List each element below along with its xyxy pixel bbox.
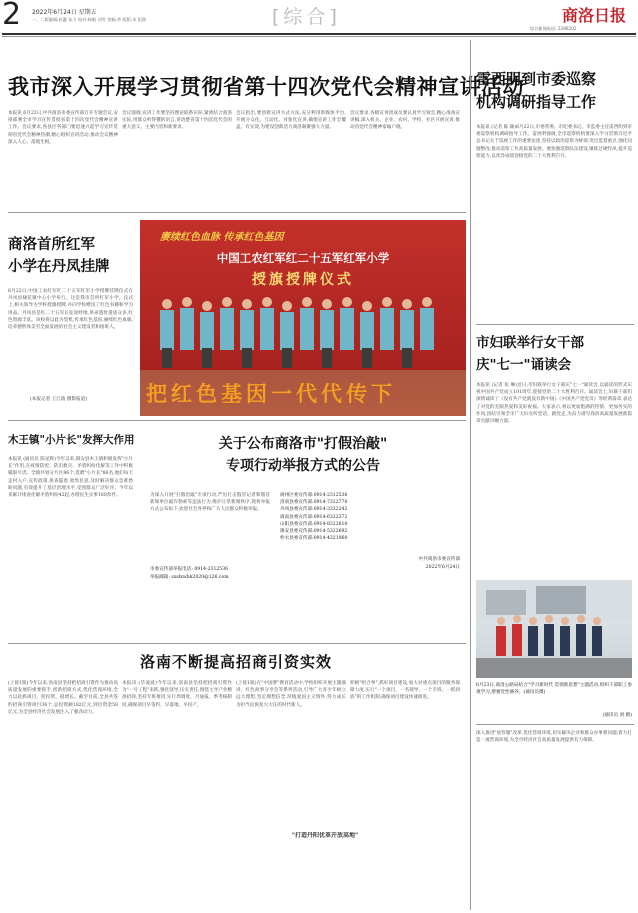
recruit-body-col2: 本报讯 (毕凌波)今年以来,洛南县坚持把招商引资作为"一号工程"来抓,强化领导,压实责任,围绕主导产业精准招商,坚持专班推进,实行周调度、月通报、季考核制度,确保项目早签约、早落地、早投产。 [122, 681, 232, 708]
divider-right1 [476, 324, 634, 325]
inspect-body: 本报讯 (记者 陈 颖)6月22日,市委常委、市纪委书记、市监委主任雷西明到市委巡察机构调研指导工作。雷西明强调,全市巡察机构要深入学习贯彻习近平总书记关于巡视工作的重要论述,坚持以政治巡察为统领,突出监督重点,强化问题整改,推动巡察工作高质量发展。要加强巡察队伍建设,锤炼过硬作风,提升巡察能力,以优异成绩迎接党的二十大胜利召开。 [476, 125, 632, 159]
notice-body: 为深入开展"打假治敲"专项行动,严厉打击假冒记者和假冒新闻单位敲诈勒索等违法行为,维护正常新闻秩序,现将举报方式公布如下,欢迎社会各界和广大人民群众积极举报。 [150, 493, 270, 513]
lead-body-col1: 本报讯 6月22日,中共商洛市委宣传部召开专题会议,安排部署全市学习宣传贯彻省第十四次党代会精神宣讲工作。会议要求,各县区各部门要迅速兴起学习宣传贯彻省党代会精神热潮,精心组织宣讲活动,推动会议精神深入人心、落地生根。 [8, 111, 118, 145]
notice-signature: 中共商洛市委宣传部 [418, 557, 460, 562]
small-photo-caption: 6月23日,商洛公路局结合"学习新时代 贯彻新思想"主题活动,组织干部职工参观学习,增强党性修养。(通讯员摄) [476, 683, 632, 696]
bottomright-body: 深入推进"放管服"改革,优化营商环境,切实解决企业和群众办事难问题,着力打造一流营商环境,为全市经济社会高质量发展提供有力保障。 [476, 731, 632, 744]
section-bracket-open: [ [272, 6, 284, 28]
lead-headline: 我市深入开展学习贯彻省第十四次党代会精神宣讲活动 [8, 75, 524, 99]
notice-email: 举报邮箱: sxslxwbk2020@126.com [150, 575, 229, 580]
hongjun-credit: (本报记者 王江波 摄影报道) [30, 397, 88, 402]
july1-headline [476, 332, 634, 376]
masthead-rule-thin [2, 36, 636, 37]
notice-box [140, 426, 466, 640]
inspect-headline-line1: 雷西明到市委巡察 [476, 70, 597, 88]
page-number: 2 [2, 0, 22, 32]
inspect-headline-line2: 机构调研指导工作 [476, 93, 597, 111]
lead-body-col2: 会议强调,宣讲工作要坚持理论联系实际,紧密结合商洛实际,用群众听得懂的语言,讲清楚省第十四次党代会的重大意义、主要内容和新要求。 [122, 111, 232, 131]
recruit-body-col3: (上接1版)在"中国梦"教育活动中,学校组织开展主题演讲、红色故事分享会等系列活动,引导广大青少年树立远大理想,坚定理想信念,厚植爱国主义情怀,努力成长为担当民族复兴大任的时代新人。 [236, 681, 346, 708]
notice-phone: 商南县委宣传部:0914-6322372 [280, 514, 348, 520]
notice-phone: 商州区委宣传部:0914-2312536 [280, 493, 348, 498]
notice-phone: 柞水县委宣传部:0914-4321960 [280, 536, 348, 542]
notice-phone: 镇安县委宣传部:0914-5322692 [280, 529, 348, 535]
recruit-headline: 洛南不断提高招商引资实效 [140, 653, 333, 671]
hongjun-headline-line2: 小学在丹凤挂牌 [8, 259, 110, 275]
date-line: 2022年6月24日 星期五 [32, 9, 97, 16]
notice-phone: 山阳县委宣传部:0914-8322610 [280, 521, 348, 527]
july1-body: 本报讯 (记者 张 琳)近日,市妇联举行女干部庆"七一"诵读会,以诵读的形式庆祝中国共产党成立101周年,迎接党的二十大胜利召开。诵读会上,妇联干部们深情诵读了《没有共产党就没有新中国》《中国共产党党员》等经典篇章,表达了对党的无限热爱和美好祝福。大家表示,将以更加饱满的热情、更加务实的作风,团结引领全市广大妇女听党话、跟党走,为奋力谱写商洛高质量发展新篇章贡献巾帼力量。 [476, 383, 632, 425]
photo-performers [140, 290, 466, 380]
notice-title-line2: 专项行动举报方式的公告 [226, 458, 380, 474]
mukou-headline: 木王镇"小片长"发挥大作用 [8, 434, 135, 446]
recruit-subhead: "打造丹阳优革开放高地" [291, 832, 359, 839]
notice-phone: 丹凤县委宣传部:0914-3322242 [280, 507, 348, 513]
divider-mid [8, 420, 466, 421]
masthead-rule [2, 33, 636, 35]
section-label [272, 2, 341, 29]
recruit-body-col4: 积极"组合拳",抓好项目建设,加大对重点项目的服务保障力度,实行"一个项目、一名领导、一个专班、一抓到底"的工作机制,确保项目建设快速推进。 [350, 681, 460, 701]
notice-title-line1: 关于公布商洛市"打假治敲" [218, 436, 388, 452]
hongjun-body: 6月22日,中国工农红军红二十五军红军小学授牌挂牌仪式在丹凤县棣花镇中心小学举行。这是我市首所红军小学。仪式上,相关领导为学校授旗授牌,并向学校赠送了红色书籍和学习用品。丹凤县是红二十五军长征途经地,革命遗址遗迹众多,红色资源丰富。该校将以此为契机,传承红色基因,赓续红色血脉,培养德智体美劳全面发展的社会主义建设者和接班人。 [8, 289, 133, 331]
divider-right2 [476, 724, 634, 725]
stage-photo [140, 220, 466, 416]
contact-line: 综合新闻电话: 2386202 [530, 26, 577, 31]
section-bracket-close: ] [329, 6, 341, 28]
brand-logo: 商洛日报 [562, 6, 627, 25]
section-name: 综合 [283, 6, 330, 28]
right-column-rule [470, 40, 471, 910]
notice-phone-list [280, 492, 460, 542]
mukou-body: 本报讯 (通讯员 陈星辉)今年以来,镇安县木王镇积极发挥"小片长"作用,在疫情防控、防汛救灾、矛盾纠纷化解等工作中积极履职尽责。全镇共划分片区86个,选聘"小片长"86名,他们每天走村入户,宣传政策,排查隐患,收集民意,及时解决群众急难愁盼问题,有效提升了基层治理水平,受到群众广泛好评。今年以来累计排查化解矛盾纠纷42起,办理民生实事160余件。 [8, 457, 133, 499]
photo-top-slogan: 赓续红色血脉 传承红色基因 [160, 232, 284, 243]
recruit-body-col1: (上接1版)今年以来,洛南县坚持把招商引资作为推动高质量发展的重要抓手,创新招商方式,优化营商环境,全力以赴抓项目、促投资、稳增长。截至目前,全县共签约招商引资项目36个,总投资额182亿元,到位资金58亿元,为全县经济社会发展注入了强劲动力。 [8, 681, 118, 715]
inspect-headline [476, 68, 634, 114]
divider-notice [8, 643, 466, 644]
photo-banner-line2: 授旗授牌仪式 [252, 272, 354, 288]
notice-date: 2022年6月24日 [425, 565, 460, 570]
lead-body-col3: 会议指出,要创新宣讲方式方法,充分利用新媒体平台,开展分众化、互动化、对象化宣讲,确保宣讲工作全覆盖、有实效,为建设创新活力商洛凝聚强大力量。 [236, 111, 346, 131]
small-photo-scene [476, 580, 632, 678]
photo-slogan: 把红色基因一代代传下 [146, 382, 396, 406]
july1-headline-line1: 市妇联举行女干部 [476, 335, 584, 351]
small-photo-credit: (通讯员 刘 摄) [602, 713, 632, 718]
hongjun-headline [8, 234, 132, 278]
notice-phone: 洛南县委宣传部:0914-7322770 [280, 500, 348, 506]
lead-body-col4: 会议要求,各级宣讲团成员要认真学习领会,精心准备宣讲稿,深入机关、企业、农村、学校、社区开展宣讲,推动省党代会精神家喻户晓。 [350, 111, 460, 131]
july1-headline-line2: 庆"七一"诵读会 [476, 357, 572, 373]
hongjun-headline-line1: 商洛首所红军 [8, 237, 95, 253]
photo-banner-line1: 中国工农红军红二十五军红军小学 [216, 251, 390, 265]
divider-lead [8, 212, 466, 213]
sub-nav: 一、二版编辑:赵蕙 张力 校对:杨敏 刘雪 宽幅:李 组版:本 组版 [32, 17, 147, 22]
small-photo [476, 580, 632, 678]
notice-hotline: 市委宣传部举报电话: 0914-2312536 [150, 567, 229, 572]
